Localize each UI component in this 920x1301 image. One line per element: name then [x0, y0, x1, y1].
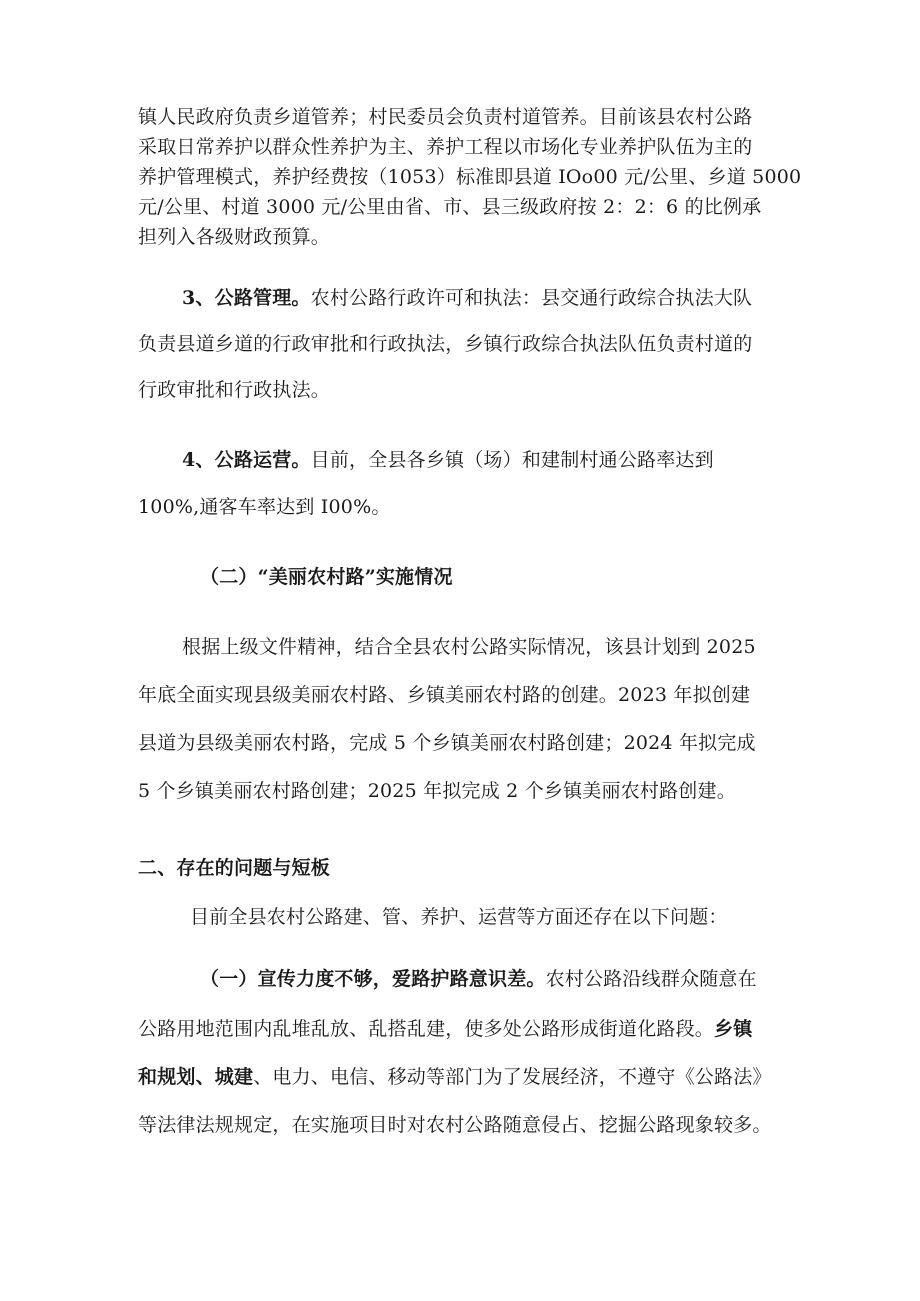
- text-line: 负责县道乡道的行政审批和行政执法，乡镇行政综合执法队伍负责村道的: [138, 333, 753, 355]
- text-span: 农村公路沿线群众随意在: [545, 968, 757, 990]
- text-line: 5 个乡镇美丽农村路创建；2025 年拟完成 2 个乡镇美丽农村路创建。: [138, 780, 736, 802]
- paragraph-line: [138, 1062, 772, 1089]
- text-span: 、电力、电信、移动等部门为了发展经济，不遵守《公路法》: [253, 1066, 772, 1088]
- text-line: 担列入各级财政预算。: [138, 226, 331, 248]
- paragraph-heading: （一）宣传力度不够，爱路护路意识差。: [200, 968, 546, 990]
- paragraph-line: [200, 964, 757, 991]
- bold-span: 乡镇: [714, 1018, 753, 1040]
- paragraph-heading: 3、公路管理。: [182, 287, 311, 309]
- paragraph-line: [138, 1014, 752, 1041]
- paragraph-line: [182, 445, 714, 472]
- text-line: 元/公里、村道 3000 元/公里由省、市、县三级政府按 2：2：6 的比例承: [138, 196, 762, 218]
- text-line: 年底全面实现县级美丽农村路、乡镇美丽农村路的创建。2023 年拟创建: [138, 684, 751, 706]
- text-span: 农村公路行政许可和执法：县交通行政综合执法大队: [310, 287, 753, 309]
- text-line: 目前全县农村公路建、管、养护、运营等方面还存在以下问题：: [190, 906, 728, 928]
- section-heading: 二、存在的问题与短板: [138, 857, 331, 879]
- text-span: 公路用地范围内乱堆乱放、乱搭乱建，使多处公路形成街道化路段。: [138, 1018, 715, 1040]
- paragraph-line: [182, 283, 752, 310]
- section-heading: （二）“美丽农村路”实施情况: [200, 566, 453, 588]
- text-line: 养护管理模式，养护经费按（1053）标准即县道 IOo00 元/公里、乡道 5000: [138, 166, 802, 188]
- text-line: 采取日常养护以群众性养护为主、养护工程以市场化专业养护队伍为主的: [138, 136, 753, 158]
- text-line: 行政审批和行政执法。: [138, 379, 331, 401]
- text-span: 目前，全县各乡镇（场）和建制村通公路率达到: [310, 449, 714, 471]
- bold-span: 和规划、城建: [138, 1066, 254, 1088]
- text-line: 等法律法规规定，在实施项目时对农村公路随意侵占、挖掘公路现象较多。: [138, 1114, 772, 1136]
- paragraph-heading: 4、公路运营。: [182, 449, 311, 471]
- text-line: 县道为县级美丽农村路，完成 5 个乡镇美丽农村路创建；2024 年拟完成: [138, 732, 756, 754]
- text-line: 100%,通客车率达到 I00%。: [138, 496, 391, 518]
- text-line: 镇人民政府负责乡道管养；村民委员会负责村道管养。目前该县农村公路: [138, 106, 753, 128]
- text-line: 根据上级文件精神，结合全县农村公路实际情况，该县计划到 2025: [182, 636, 756, 658]
